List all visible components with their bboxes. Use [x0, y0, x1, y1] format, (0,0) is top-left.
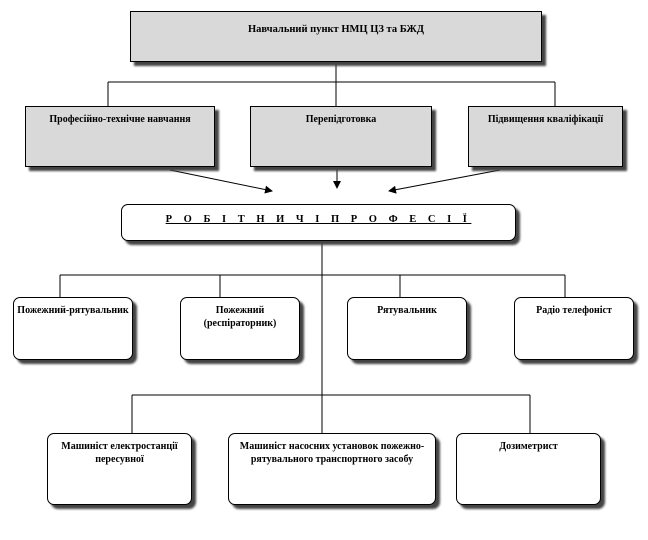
row2-box-firefighter-rescuer — [13, 297, 133, 360]
row2-box-firefighter-respirator — [180, 297, 300, 360]
row2-box-rescuer — [347, 297, 467, 360]
row2-label: Радіо телефоніст — [536, 305, 612, 316]
row3-box-pump-operator — [228, 433, 436, 505]
row3-box-dosimetrist — [456, 433, 601, 505]
level1-box-qualification — [468, 106, 623, 167]
row3-label: Дозиметрист — [499, 441, 558, 452]
row2-box-radio-operator — [514, 297, 634, 360]
row3-label: Машиніст електростанції пересувної — [61, 441, 178, 465]
arrow-qualification — [389, 170, 500, 191]
top-box — [130, 11, 542, 62]
center-box-professions — [121, 204, 516, 241]
level1-label: Перепідготовка — [305, 114, 377, 125]
level1-box-retraining — [250, 106, 432, 167]
level1-label: Підвищення кваліфікації — [487, 114, 604, 125]
row3-label: Машиніст насосних установок пожежно-рятувального транспортного засобу — [239, 441, 425, 465]
level1-label: Професійно-технічне навчання — [49, 114, 191, 125]
level1-box-professional — [25, 106, 215, 167]
row2-label: Пожежний-рятувальник — [17, 305, 129, 316]
row2-label: Рятувальник — [377, 305, 437, 316]
arrow-professional — [170, 170, 272, 191]
center-box-label: Р О Б І Т Н И Ч І П Р О Ф Е С І Ї — [165, 214, 472, 225]
row3-box-power-station-operator — [47, 433, 192, 505]
top-box-label: Навчальний пункт НМЦ ЦЗ та БЖД — [247, 24, 424, 35]
row2-label: Пожежний (респіраторник) — [203, 305, 277, 329]
